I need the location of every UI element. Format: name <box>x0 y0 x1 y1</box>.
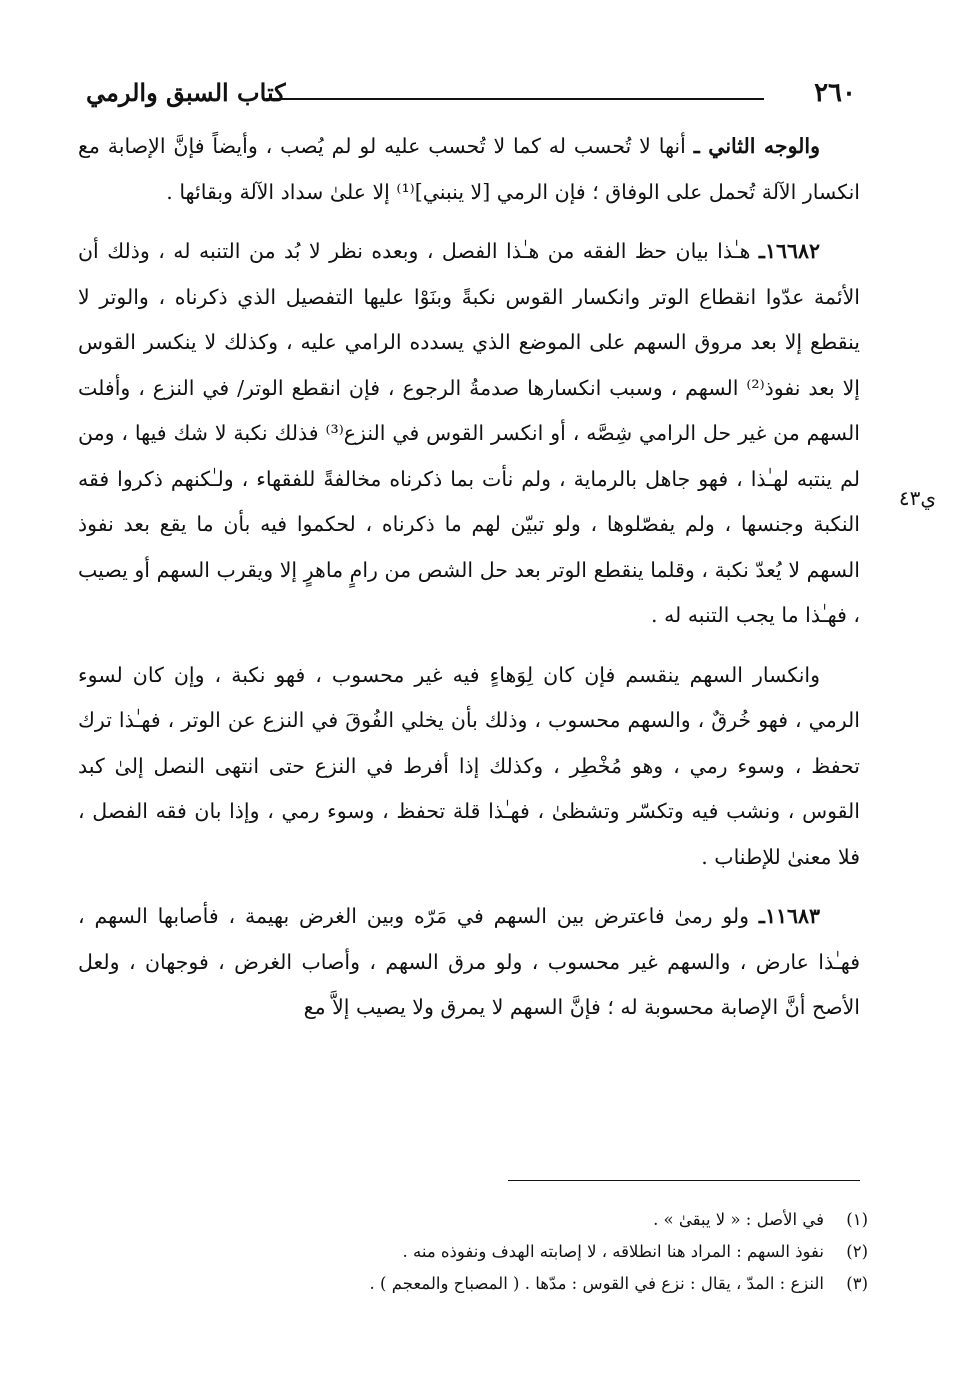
book-title: كتاب السبق والرمي <box>86 78 286 107</box>
page-header <box>86 74 856 118</box>
footnote-2-number: (٢) <box>846 1242 868 1261</box>
paragraph-3-text: وانكسار السهم ينقسم فإن كان لِوَهاءٍ فيه غير محسوب ، فهو نكبة ، وإن كان لسوء الرمي ، فهو خُرقٌ ، والسهم محسوب ، وذلك بأن يخلي الفُوقَ في النزع عن الوتر ، فهـٰذا ترك تحفظ ، وسوء رمي ، وهو مُخْطِر ، وكذلك إذا أفرط في النزع حتى انتهى النصل إلىٰ كبد القوس ، ونشب فيه وتكسّر وتشظىٰ ، فهـٰذا قلة تحفظ ، وسوء رمي ، وإذا بان فقه الفصل ، فلا معنىٰ للإطناب . <box>78 662 860 869</box>
paragraph-4-text: ولو رمىٰ فاعترض بين السهم في مَرّه وبين الغرض بهيمة ، فأصابها السهم ، فهـٰذا عارض ، والسهم غير محسوب ، ولو مرق السهم ، وأصاب الغرض ، فوجهان ، ولعل الأصح أنَّ الإصابة محسوبة له ؛ فإنَّ السهم لا يمرق ولا يصيب إلاَّ مع <box>78 904 860 1019</box>
footnote-1-number: (١) <box>846 1210 868 1229</box>
paragraph-4 <box>78 894 860 1031</box>
manuscript-folio-marker: ي٤٣ <box>898 486 936 510</box>
paragraph-1-text: أنها لا تُحسب له كما لا تُحسب عليه لو لم يُصب ، وأيضاً فإنَّ الإصابة مع انكسار الآلة تُحمل على الوفاق ؛ فإن الرمي [لا ينبني]⁽¹⁾ إلا علىٰ سداد الآلة وبقائها . <box>78 134 860 204</box>
footnote-2 <box>108 1236 868 1268</box>
footnote-1 <box>108 1204 868 1236</box>
footnote-2-text: نفوذ السهم : المراد هنا انطلاقه ، لا إصابته الهدف ونفوذه منه . <box>402 1242 824 1261</box>
paragraph-2-text: هـٰذا بيان حظ الفقه من هـٰذا الفصل ، وبعده نظر لا بُد من التنبه له ، وذلك أن الأئمة عدّوا انقطاع الوتر وانكسار القوس نكبةً وبنَوْا عليها التفصيل الذي ذكرناه ، والوتر لا ينقطع إلا بعد مروق السهم على الموضع الذي يسدده الرامي عليه ، وكذلك لا ينكسر القوس إلا بعد نفوذ⁽²⁾ السهم ، وسبب انكسارها صدمةُ الرجوع ، فإن انقطع الوتر/ في النزع ، وأفلت السهم من غير حل الرامي شِصَّه ، أو انكسر القوس في النزع⁽³⁾ فذلك نكبة لا شك فيها ، ومن لم ينتبه لهـٰذا ، فهو جاهل بالرماية ، ولم نأت بما ذكرناه مخالفةً للفقهاء ، ولـٰكنهم ذكروا فقه النكبة وجنسها ، ولم يفصّلوها ، ولو تبيّن لهم ما ذكرناه ، لحكموا فيه بأن ما يقع بعد نفوذ السهم لا يُعدّ نكبة ، وقلما ينقطع الوتر بعد حل الشص من رامٍ ماهرٍ إلا ويقرب السهم أو يصيب ، فهـٰذا ما يجب التنبه له . <box>78 239 860 627</box>
footnotes <box>108 1204 868 1300</box>
paragraph-1 <box>78 124 860 215</box>
footnote-rule <box>508 1180 860 1181</box>
footnote-3 <box>108 1268 868 1300</box>
footnote-1-text: في الأصل : « لا يبقىٰ » . <box>653 1210 824 1229</box>
paragraph-2-lead: ١٦٦٨٢ـ <box>758 239 820 263</box>
header-rule <box>266 98 764 100</box>
paragraph-4-lead: ١١٦٨٣ـ <box>758 904 820 928</box>
paragraph-1-lead: والوجه الثاني ـ <box>693 134 821 158</box>
paragraph-2 <box>78 229 860 639</box>
footnote-3-number: (٣) <box>846 1274 868 1293</box>
footnote-3-text: النزع : المدّ ، يقال : نزع في القوس : مدّها . ( المصباح والمعجم ) . <box>369 1274 824 1293</box>
paragraph-3 <box>78 653 860 881</box>
main-text <box>78 124 860 1031</box>
page-number: ٢٦٠ <box>814 78 856 108</box>
